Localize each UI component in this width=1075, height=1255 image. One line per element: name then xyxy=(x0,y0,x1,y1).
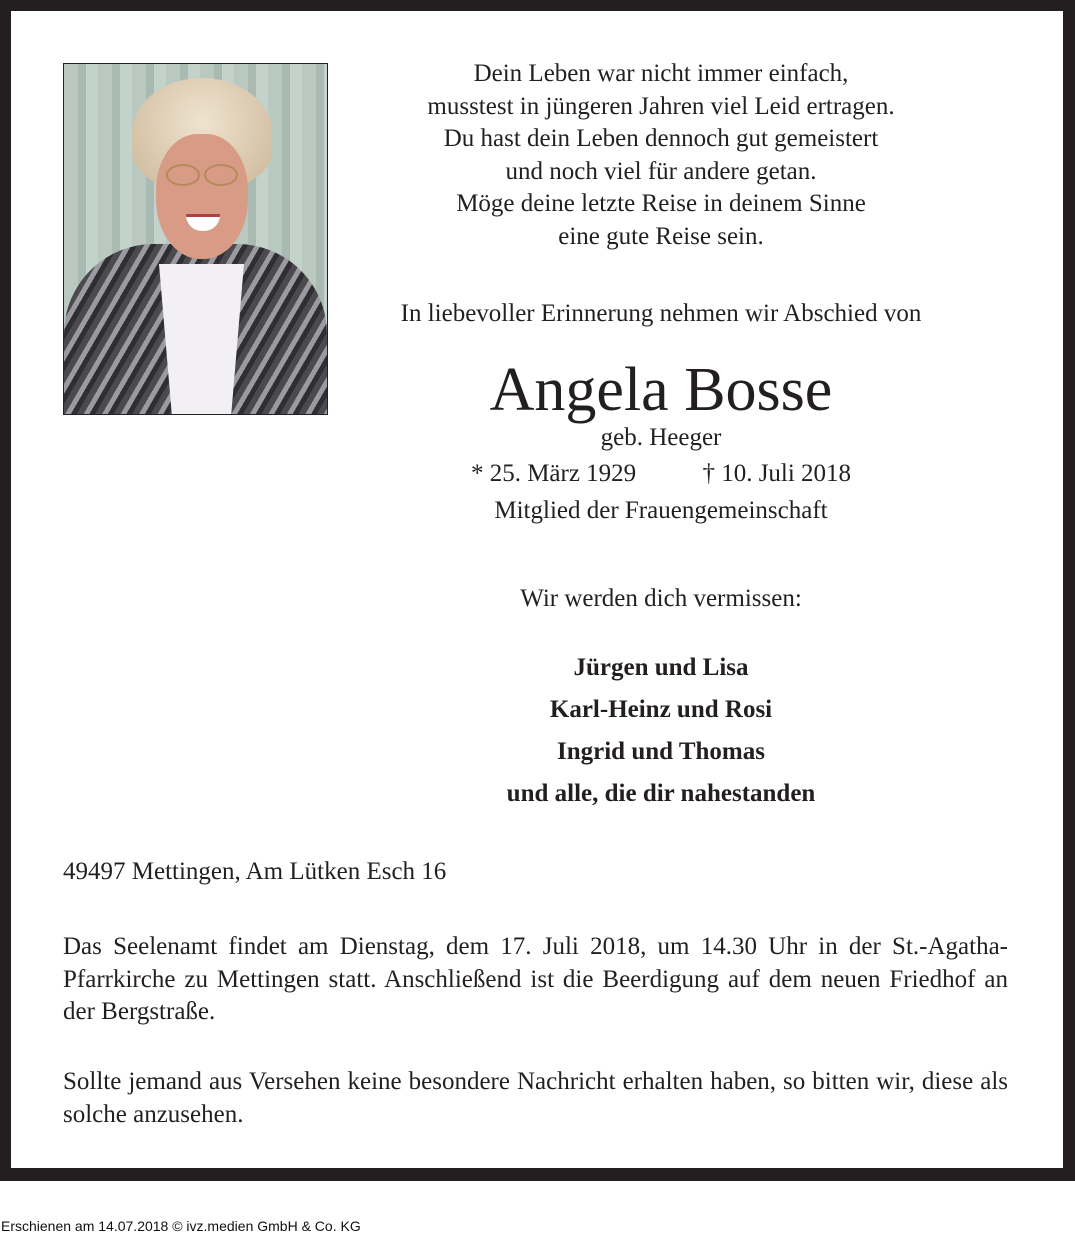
deceased-name: Angela Bosse xyxy=(489,356,833,424)
membership: Mitglied der Frauengemeinschaft xyxy=(494,497,828,524)
poem-line: Dein Leben war nicht immer einfach, xyxy=(473,60,849,87)
birth-date: * 25. März 1929 xyxy=(470,460,637,487)
mourner: Ingrid und Thomas xyxy=(557,738,765,765)
poem-line: Du hast dein Leben dennoch gut gemeistert xyxy=(443,125,879,152)
photo-glasses xyxy=(164,164,240,184)
poem-line: musstest in jüngeren Jahren viel Leid ertragen. xyxy=(427,92,895,120)
service-info: Das Seelenamt findet am Dienstag, dem 17. Juli 2018, um 14.30 Uhr in der St.-Agatha-Pfarrkirche zu Mettingen statt. Anschließend ist die Beerdigung auf dem neuen Friedhof an der Bergstraße. xyxy=(63,933,1008,1025)
mourner: und alle, die dir nahestanden xyxy=(506,780,816,807)
mourner: Jürgen und Lisa xyxy=(573,654,749,681)
poem-line: eine gute Reise sein. xyxy=(558,222,764,250)
photo-shirt xyxy=(159,264,244,414)
portrait-photo xyxy=(63,63,328,415)
address: 49497 Mettingen, Am Lütken Esch 16 xyxy=(63,858,447,885)
photo-face xyxy=(156,134,248,259)
notice: Sollte jemand aus Versehen keine besondere Nachricht erhalten haben, so bitten wir, diese als solche anzusehen. xyxy=(63,1068,1008,1128)
life-dates xyxy=(330,460,992,488)
mourner: Karl-Heinz und Rosi xyxy=(549,696,773,723)
birth-name: geb. Heeger xyxy=(600,424,722,451)
intro-text: In liebevoller Erinnerung nehmen wir Abschied von xyxy=(400,300,922,327)
mourners-list xyxy=(330,647,992,815)
poem-line: und noch viel für andere getan. xyxy=(505,157,817,185)
miss-line: Wir werden dich vermissen: xyxy=(520,585,802,612)
publication-footer: Erschienen am 14.07.2018 © ivz.medien GmbH & Co. KG xyxy=(1,1218,361,1234)
poem-line: Möge deine letzte Reise in deinem Sinne xyxy=(456,190,866,217)
death-date: † 10. Juli 2018 xyxy=(702,460,852,487)
poem xyxy=(330,58,992,253)
